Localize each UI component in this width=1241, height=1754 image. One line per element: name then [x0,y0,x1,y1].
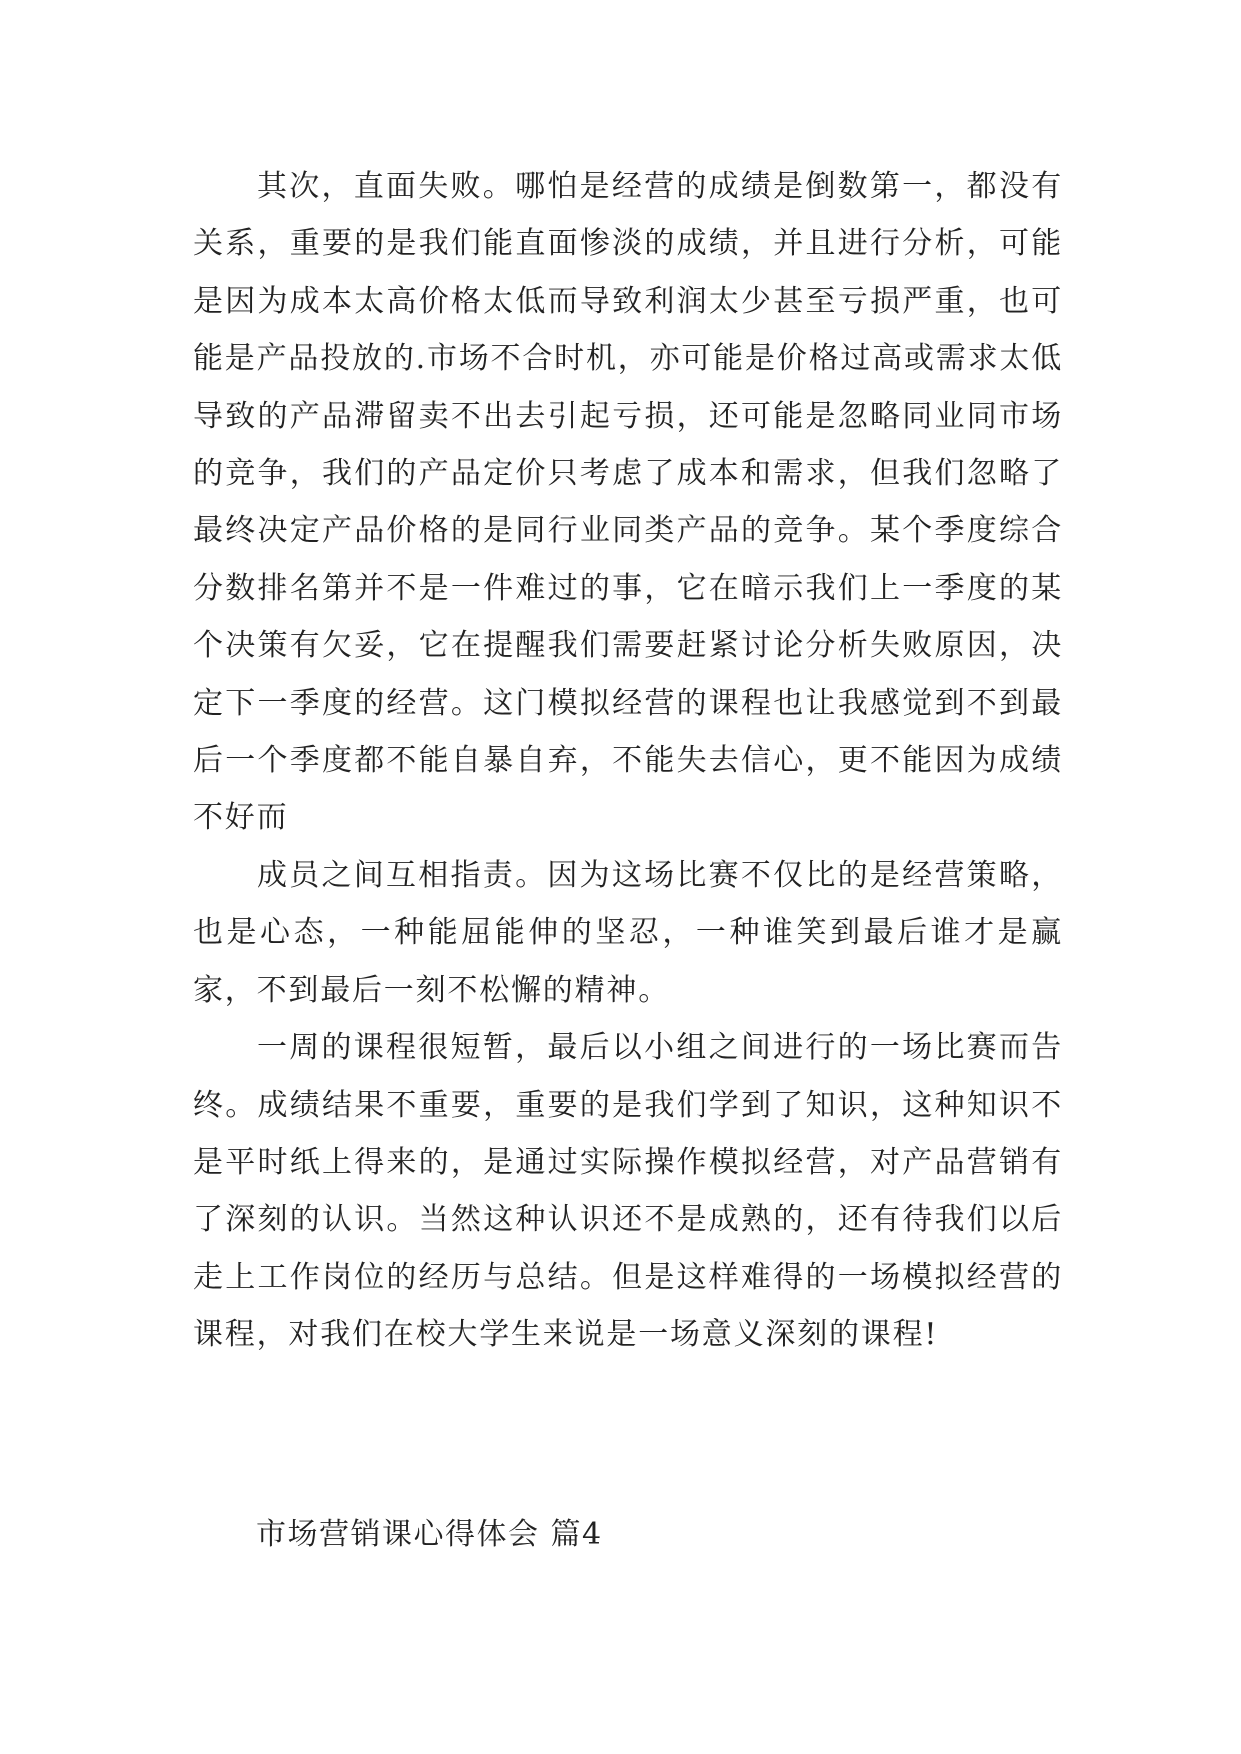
section-heading: 市场营销课心得体会 篇4 [256,1517,603,1552]
paragraph-failure: 其次，直面失败。哪怕是经营的成绩是倒数第一，都没有关系，重要的是我们能直面惨淡的成绩，并且进行分析，可能是因为成本太高价格太低而导致利润太少甚至亏损严重，也可能是产品投放的.市场不合时机，亦可能是价格过高或需求太低导致的产品滞留卖不出去引起亏损，还可能是忽略同业同市场的竞争，我们的产品定价只考虑了成本和需求，但我们忽略了最终决定产品价格的是同行业同类产品的竞争。某个季度综合分数排名第并不是一件难过的事，它在暗示我们上一季度的某个决策有欠妥，它在提醒我们需要赶紧讨论分析失败原因，决定下一季度的经营。这门模拟经营的课程也让我感觉到不到最后一个季度都不能自暴自弃，不能失去信心，更不能因为成绩不好而 [193,169,1063,836]
paragraph-conclusion: 一周的课程很短暂，最后以小组之间进行的一场比赛而告终。成绩结果不重要，重要的是我们学到了知识，这种知识不是平时纸上得来的，是通过实际操作模拟经营，对产品营销有了深刻的认识。当然这种认识还不是成熟的，还有待我们以后走上工作岗位的经历与总结。但是这样难得的一场模拟经营的课程，对我们在校大学生来说是一场意义深刻的课程! [193,1030,1063,1353]
paragraph-teamwork: 成员之间互相指责。因为这场比赛不仅比的是经营策略，也是心态，一种能屈能伸的坚忍，一种谁笑到最后谁才是赢家，不到最后一刻不松懈的精神。 [193,857,1063,1008]
document-body [193,158,1063,1364]
